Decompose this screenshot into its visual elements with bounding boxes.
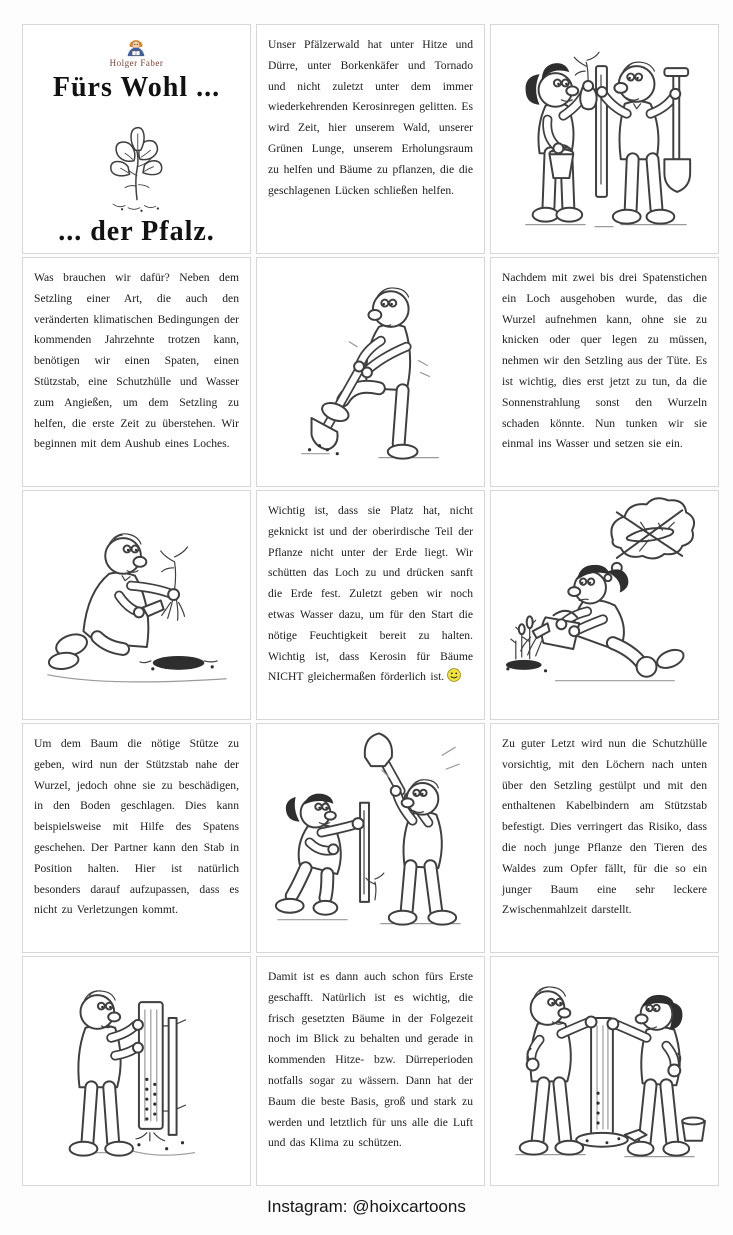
panel-illustration-planting [22, 490, 251, 720]
panel-illustration-watering [490, 490, 719, 720]
thought-bubble-no-kerosene-icon [604, 498, 694, 581]
panel-text-intro [256, 24, 485, 254]
support-stake-icon [168, 1018, 176, 1135]
smiley-icon [447, 668, 461, 690]
planting-text: Wichtig ist, dass sie Platz hat, nicht geknickt ist und der oberirdische Teil der Pflanze nicht unter der Erde liegt. Wir schütten das Loch zu und drücken sanft die Erde fest. Zuletzt geben wir noch etwas Wasser dazu, um für den Start die nötige Feuchtigkeit bereit zu halten. Wichtig ist, dass Kerosin für Bäume NICHT gleichermaßen förderlich ist. [268, 501, 473, 690]
team-with-tools-illustration [496, 30, 714, 249]
panel-title [22, 24, 251, 254]
hole-text: Nachdem mit zwei bis drei Spatenstichen ein Loch ausgehoben wurde, das die Wurzel aufnehmen kann, ohne sie zu knicken oder quer legen zu müssen, nehmen wir den Setzling aus der Tüte. Es ist wichtig, dies erst jetzt zu tun, da die Sonnenstrahlung sonst den Wurzeln schaden könnte. Nun tunken wir sie einmal ins Wasser und setzen sie ein. [502, 271, 707, 451]
artist-logo [110, 37, 164, 68]
support-stake-icon [596, 66, 607, 197]
bucket-icon [682, 1117, 705, 1140]
panel-illustration-finished [490, 956, 719, 1186]
artist-name: Holger Faber [109, 58, 164, 68]
materials-text: Was brauchen wir dafür? Neben dem Setzling einer Art, die auch den veränderten klimatischen Bedingungen der kommenden Jahrzehnte trotzen kann, benötigen wir einen Spaten, einen Stützstab, eine Schutzhülle und Wasser zum Angießen, um dem Setzling zu helfen, die erste Zeit zu überstehen. Wir beginnen mit dem Aushub eines Loches. [34, 271, 239, 451]
panel-text-stake [22, 723, 251, 953]
raised-spade-icon [364, 733, 400, 790]
digging-illustration [262, 263, 480, 482]
watering-illustration [496, 496, 714, 715]
spade-icon [664, 68, 690, 192]
sleeve-text: Zu guter Letzt wird nun die Schutzhülle vorsichtig, mit den Löchern nach unten über den Setzling gestülpt und mit den enthaltenen Kabelbindern am Stützstab befestigt. Dies verringert das Risiko, dass die noch junge Pflanze den Tieren des Waldes zum Opfer fällt, für die so ein junger Baum eine sehr leckere Zwischenmahlzeit darstellt. [502, 737, 707, 917]
planting-illustration [28, 496, 246, 715]
stake-hammering-illustration [262, 729, 480, 948]
panel-illustration-stake-hammering [256, 723, 485, 953]
aftercare-text: Damit ist es dann auch schon fürs Erste geschafft. Natürlich ist es wichtig, die frisch gesetzten Bäume in der Folgezeit noch im Blick zu behalten und gerade in kommenden Hitze- bzw. Dürreperioden notfalls sogar zu wässern. Dann hat der Baum die beste Basis, groß und stark zu werden und letztlich für uns alle die Luft und das Klima zu schützen. [268, 970, 473, 1150]
stake-text: Um dem Baum die nötige Stütze zu geben, wird nun der Stützstab nahe der Wurzel, jedoch ohne sie zu beschädigen, in den Boden geschlagen. Dies kann beispielsweise mit Hilfe des Spatens geschehen. Der Partner kann den Stab in Position halten. Hier ist natürlich besonders darauf aufzupassen, dass es nicht zu Verletzungen kommt. [34, 737, 239, 917]
panel-text-planting [256, 490, 485, 720]
intro-text: Unser Pfälzerwald hat unter Hitze und Dürre, unter Borkenkäfer und Tornado und nicht zuletzt unter dem immer wiederkehrenden Kerosinregen gelitten. Es wird Zeit, hier unserem Wald, unserer Grünen Lunge, unserem Erholungsraum zu helfen und Bäume zu pflanzen, die die geschlagenen Lücken schließen helfen. [268, 38, 473, 197]
oak-sapling-icon [77, 104, 197, 216]
panel-illustration-digging [256, 257, 485, 487]
panel-text-sleeve [490, 723, 719, 953]
panel-illustration-sleeve-fixing [22, 956, 251, 1186]
artist-avatar-icon [123, 37, 149, 57]
tree-shelter-icon [591, 1018, 613, 1135]
title-line-2: ... der Pfalz. [58, 216, 215, 247]
instagram-caption: Instagram: @hoixcartoons [267, 1197, 466, 1216]
panel-text-materials [22, 257, 251, 487]
support-stake-icon [360, 802, 369, 901]
panel-text-hole [490, 257, 719, 487]
title-line-1: Fürs Wohl ... [52, 72, 221, 103]
panel-grid [22, 24, 719, 1186]
sleeve-fixing-illustration [28, 962, 246, 1181]
panel-illustration-team-tools [490, 24, 719, 254]
finished-tree-illustration [496, 962, 714, 1181]
panel-text-aftercare [256, 956, 485, 1186]
oak-sapling-drawing [77, 104, 197, 216]
